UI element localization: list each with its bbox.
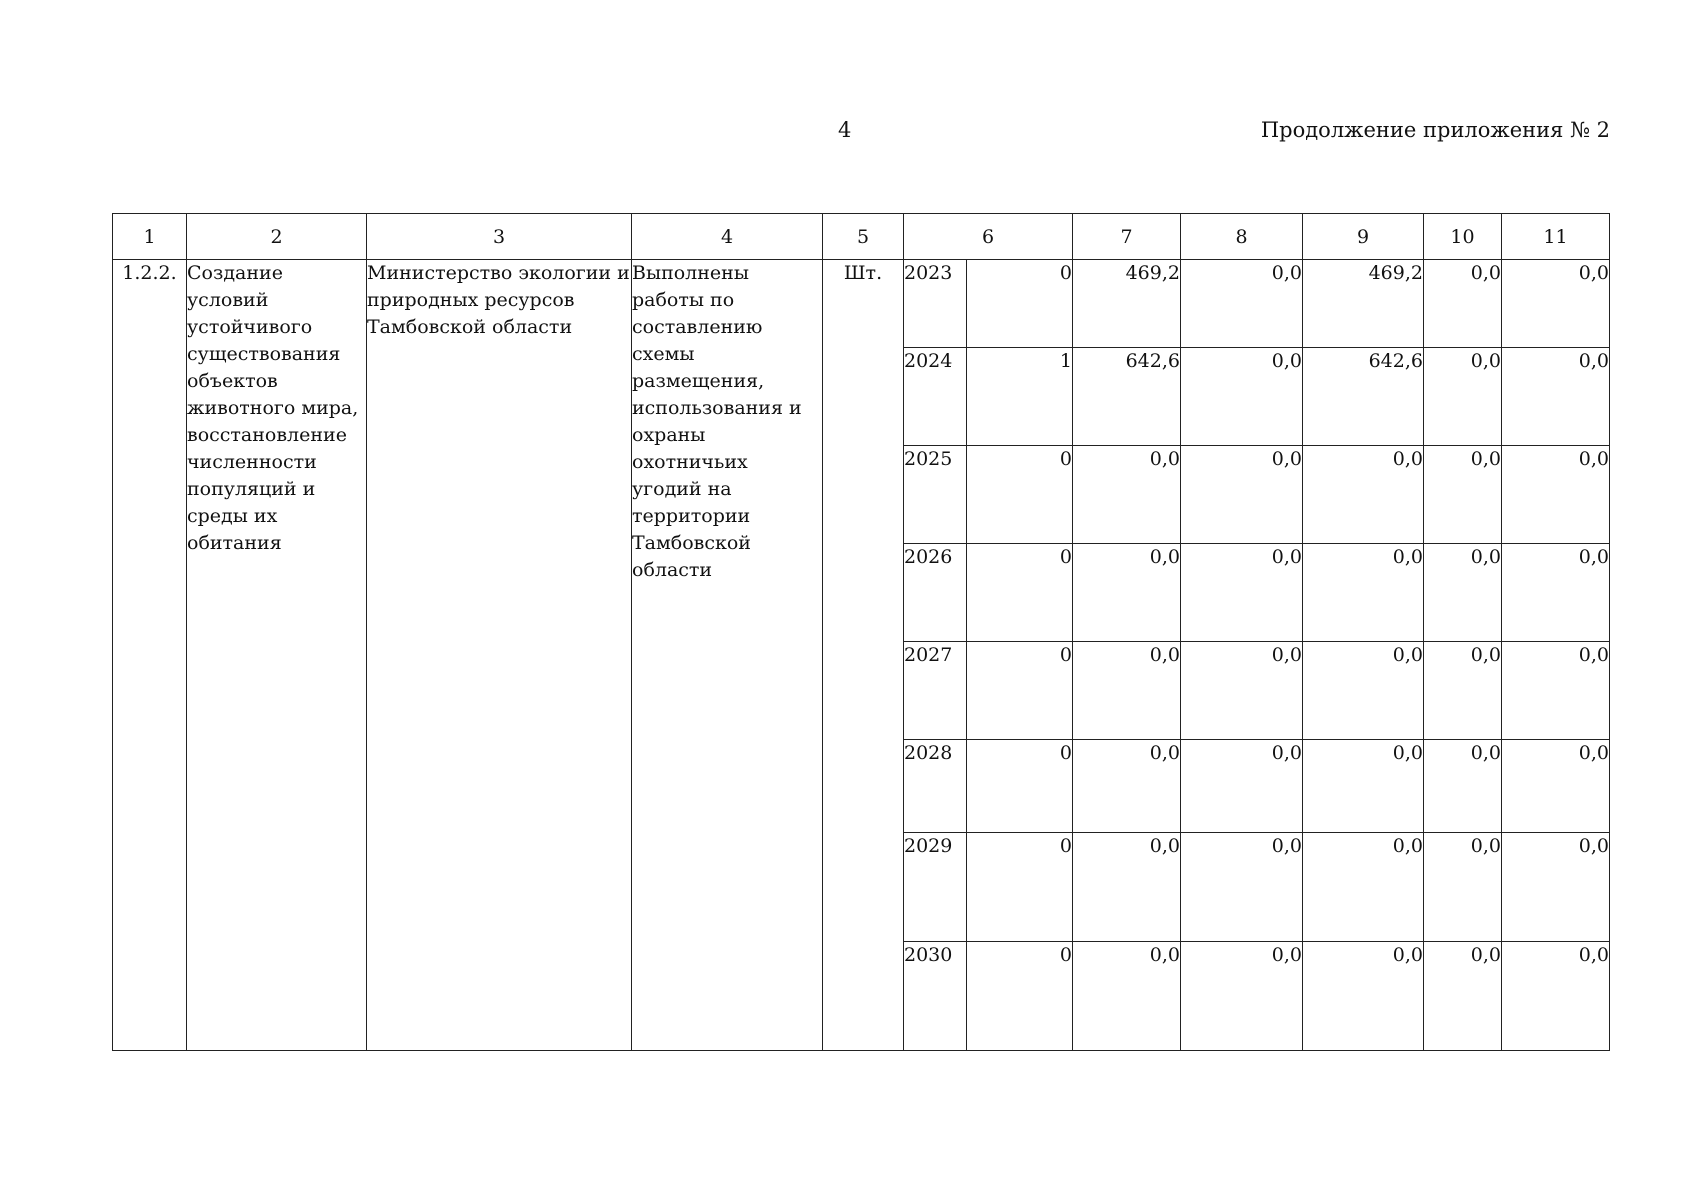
amount-cell: 0,0 (1181, 942, 1303, 1051)
amount-cell: 0,0 (1502, 942, 1610, 1051)
column-number-row (113, 214, 1610, 260)
measure-name: Создание условий устойчивого существования объектов животного мира, восстановление численности популяций и среды их обитания (187, 260, 367, 1051)
amount-cell: 642,6 (1303, 348, 1424, 446)
amount-cell: 0,0 (1181, 833, 1303, 942)
amount-cell: 0,0 (1073, 833, 1181, 942)
column-number: 4 (632, 214, 823, 260)
year-cell: 2028 (904, 740, 967, 833)
table-row (113, 260, 1610, 348)
amount-cell: 0,0 (1424, 544, 1502, 642)
year-cell: 2027 (904, 642, 967, 740)
year-cell: 2030 (904, 942, 967, 1051)
amount-cell: 0,0 (1424, 833, 1502, 942)
value-cell: 0 (967, 260, 1073, 348)
page-number: 4 (838, 118, 852, 142)
column-number: 3 (367, 214, 632, 260)
column-number: 1 (113, 214, 187, 260)
amount-cell: 0,0 (1424, 260, 1502, 348)
amount-cell: 0,0 (1424, 642, 1502, 740)
appendix-continuation: Продолжение приложения № 2 (1260, 118, 1610, 142)
amount-cell: 0,0 (1073, 446, 1181, 544)
column-number: 9 (1303, 214, 1424, 260)
column-number: 6 (904, 214, 1073, 260)
amount-cell: 0,0 (1303, 740, 1424, 833)
year-cell: 2023 (904, 260, 967, 348)
value-cell: 0 (967, 942, 1073, 1051)
amount-cell: 0,0 (1181, 740, 1303, 833)
amount-cell: 0,0 (1424, 446, 1502, 544)
amount-cell: 0,0 (1073, 942, 1181, 1051)
executor: Министерство экологии и природных ресурсов Тамбовской области (367, 260, 632, 1051)
column-number: 11 (1502, 214, 1610, 260)
amount-cell: 0,0 (1303, 446, 1424, 544)
amount-cell: 0,0 (1303, 833, 1424, 942)
row-id: 1.2.2. (113, 260, 187, 1051)
amount-cell: 0,0 (1502, 544, 1610, 642)
program-table (112, 213, 1610, 1051)
column-number: 8 (1181, 214, 1303, 260)
amount-cell: 0,0 (1303, 642, 1424, 740)
year-cell: 2026 (904, 544, 967, 642)
column-number: 5 (823, 214, 904, 260)
amount-cell: 0,0 (1502, 833, 1610, 942)
value-cell: 0 (967, 544, 1073, 642)
column-number: 2 (187, 214, 367, 260)
column-number: 7 (1073, 214, 1181, 260)
amount-cell: 0,0 (1181, 446, 1303, 544)
amount-cell: 0,0 (1502, 260, 1610, 348)
amount-cell: 0,0 (1502, 348, 1610, 446)
amount-cell: 469,2 (1303, 260, 1424, 348)
amount-cell: 0,0 (1502, 446, 1610, 544)
amount-cell: 0,0 (1073, 642, 1181, 740)
amount-cell: 0,0 (1303, 544, 1424, 642)
value-cell: 0 (967, 642, 1073, 740)
amount-cell: 0,0 (1303, 942, 1424, 1051)
amount-cell: 0,0 (1424, 348, 1502, 446)
unit: Шт. (823, 260, 904, 1051)
value-cell: 0 (967, 833, 1073, 942)
amount-cell: 0,0 (1424, 740, 1502, 833)
value-cell: 0 (967, 446, 1073, 544)
year-cell: 2029 (904, 833, 967, 942)
amount-cell: 0,0 (1181, 544, 1303, 642)
year-cell: 2024 (904, 348, 967, 446)
column-number: 10 (1424, 214, 1502, 260)
amount-cell: 0,0 (1073, 740, 1181, 833)
amount-cell: 0,0 (1502, 740, 1610, 833)
amount-cell: 0,0 (1181, 348, 1303, 446)
amount-cell: 642,6 (1073, 348, 1181, 446)
result-description: Выполнены работы по составлению схемы размещения, использования и охраны охотничьих угодий на территории Тамбовской области (632, 260, 823, 1051)
value-cell: 0 (967, 740, 1073, 833)
amount-cell: 0,0 (1181, 642, 1303, 740)
amount-cell: 0,0 (1424, 942, 1502, 1051)
amount-cell: 0,0 (1502, 642, 1610, 740)
amount-cell: 0,0 (1181, 260, 1303, 348)
year-cell: 2025 (904, 446, 967, 544)
value-cell: 1 (967, 348, 1073, 446)
amount-cell: 0,0 (1073, 544, 1181, 642)
amount-cell: 469,2 (1073, 260, 1181, 348)
